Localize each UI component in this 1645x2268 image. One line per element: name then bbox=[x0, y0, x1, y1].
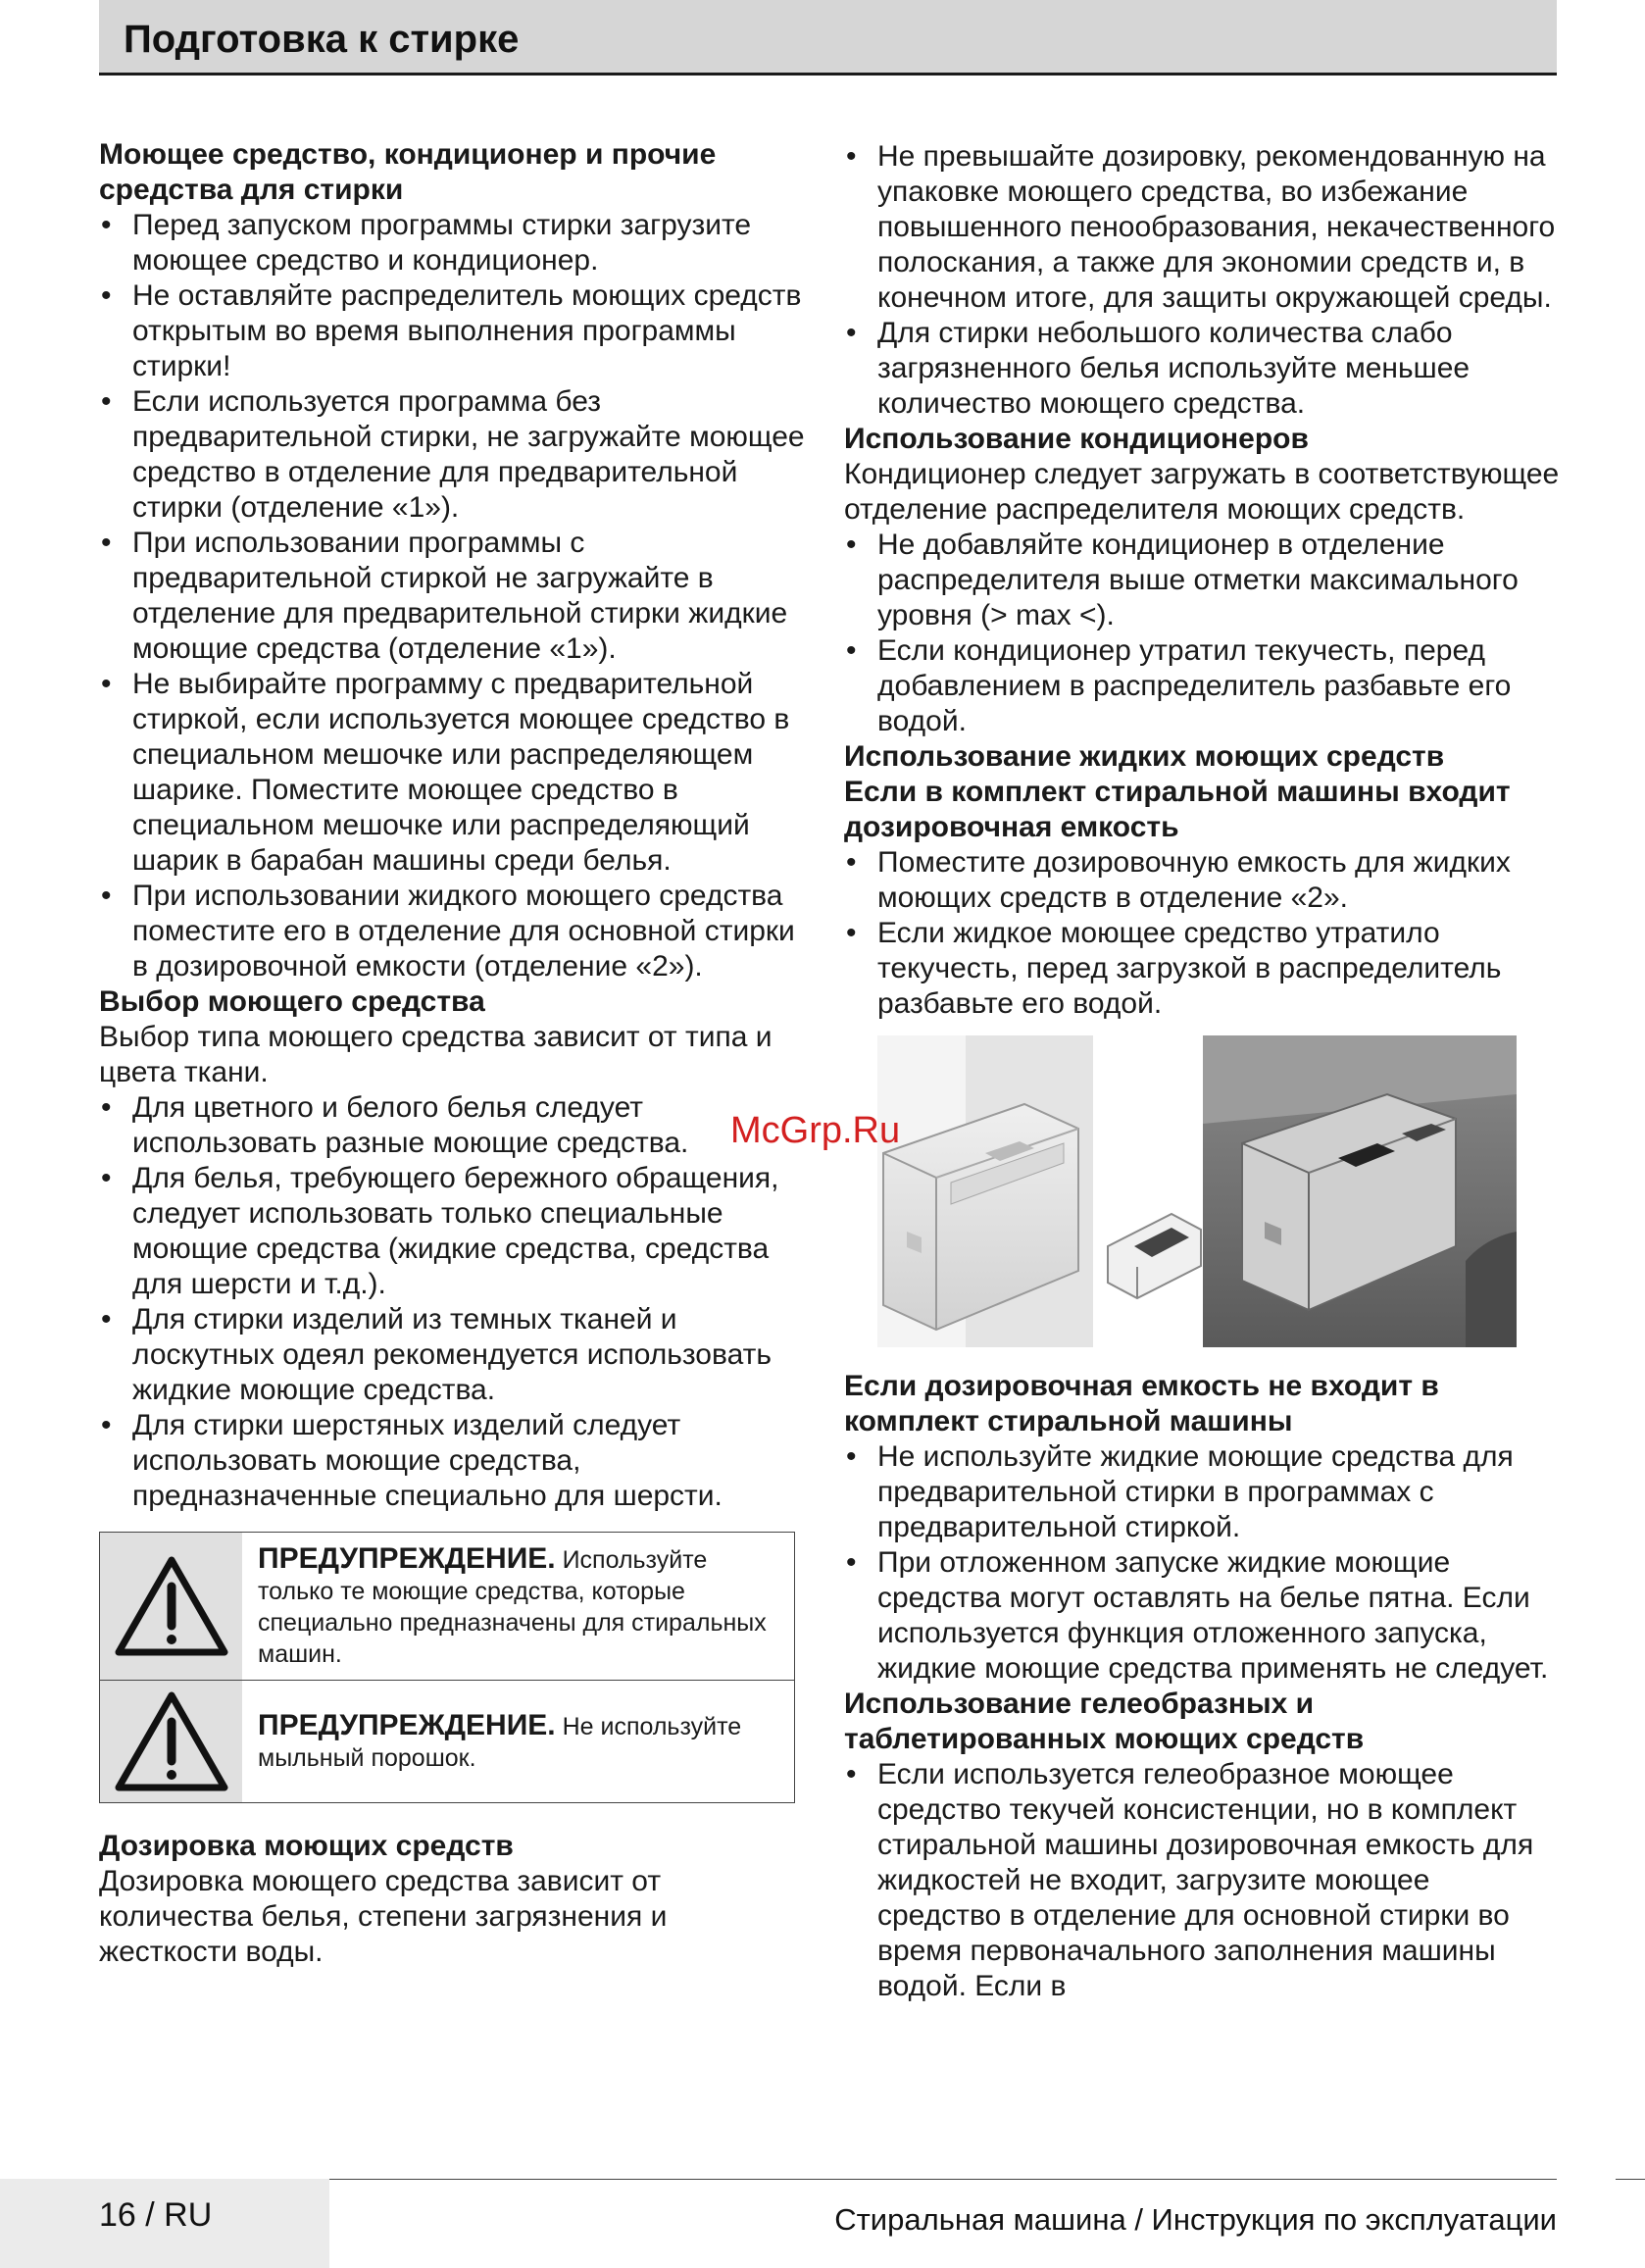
section-title-liquid: Использование жидких моющих средств bbox=[844, 740, 1445, 773]
section-title-conditioners: Использование кондиционеров bbox=[844, 423, 1309, 455]
warning-triangle-icon bbox=[114, 1690, 229, 1792]
warning-label: ПРЕДУПРЕЖДЕНИЕ. bbox=[258, 1541, 556, 1575]
dispenser-drawer-illustration bbox=[877, 1035, 1517, 1347]
no-cup-list bbox=[844, 1439, 1560, 1687]
list-item: • Перед запуском программы стирки загрузите моющее средство и кондиционер. bbox=[99, 208, 805, 278]
list-item: • Для стирки изделий из темных тканей и лоскутных одеял рекомендуется использовать жидкие моющие средства. bbox=[99, 1302, 805, 1408]
warning-row-1 bbox=[100, 1533, 794, 1680]
warning-text-1 bbox=[242, 1534, 794, 1680]
section-text-choice: Выбор типа моющего средства зависит от типа и цвета ткани. bbox=[99, 1021, 773, 1088]
list-item: • Для цветного и белого белья следует использовать разные моющие средства. bbox=[99, 1090, 805, 1161]
left-column bbox=[99, 137, 805, 1970]
document-title: Стиральная машина / Инструкция по эксплуатации bbox=[834, 2202, 1557, 2237]
list-item: • Для стирки небольшого количества слабо загрязненного белья используйте меньшее количество моющего средства. bbox=[844, 316, 1560, 422]
list-item: • При использовании жидкого моющего средства поместите его в отделение для основной стирки в дозировочной емкости (отделение «2»). bbox=[99, 879, 805, 984]
dosage-list bbox=[844, 139, 1560, 422]
warning-icon-cell bbox=[100, 1533, 242, 1680]
conditioner-list bbox=[844, 528, 1560, 739]
section-title-gel: Использование гелеобразных и таблетированных моющих средств bbox=[844, 1688, 1365, 1755]
gel-list bbox=[844, 1757, 1560, 2004]
liquid-list bbox=[844, 845, 1560, 1022]
list-item: • Не используйте жидкие моющие средства для предварительной стирки в программах с предварительной стиркой. bbox=[844, 1439, 1560, 1545]
warning-triangle-icon bbox=[114, 1555, 229, 1657]
section-title-detergents: Моющее средство, кондиционер и прочие средства для стирки bbox=[99, 138, 717, 206]
list-item: • При использовании программы с предварительной стиркой не загружайте в отделение для предварительной стирки жидкие моющие средства (отделение «1»). bbox=[99, 526, 805, 667]
right-column bbox=[844, 139, 1560, 2004]
dispenser-drawer-image bbox=[877, 1035, 1517, 1347]
list-item: • Если кондиционер утратил текучесть, перед добавлением в распределитель разбавьте его водой. bbox=[844, 633, 1560, 739]
list-item: • Для белья, требующего бережного обращения, следует использовать только специальные моющие средства (жидкие средства, средства для шерсти и т.д.). bbox=[99, 1161, 805, 1302]
section-text-dosage: Дозировка моющего средства зависит от количества белья, степени загрязнения и жесткости воды. bbox=[99, 1865, 668, 1968]
warning-message: Не используйте мыльный порошок. bbox=[258, 1712, 742, 1772]
list-item: • При отложенном запуске жидкие моющие средства могут оставлять на белье пятна. Если используется функция отложенного запуска, жидкие моющие средства применять не следует. bbox=[844, 1545, 1560, 1687]
list-item: • Если жидкое моющее средство утратило текучесть, перед загрузкой в распределитель разбавьте его водой. bbox=[844, 916, 1560, 1022]
page-title: Подготовка к стирке bbox=[124, 18, 520, 61]
choice-list bbox=[99, 1090, 805, 1514]
warning-row-2 bbox=[100, 1680, 794, 1802]
warning-box bbox=[99, 1532, 795, 1803]
section-title-no-cup: Если дозировочная емкость не входит в комплект стиральной машины bbox=[844, 1370, 1439, 1437]
page-header bbox=[99, 0, 1557, 76]
warning-text-2 bbox=[242, 1700, 794, 1784]
list-item: • Не превышайте дозировку, рекомендованную на упаковке моющего средства, во избежание повышенного пенообразования, некачественного полоскания, а также для экономии средств и, в конечном итоге, для защиты окружающей среды. bbox=[844, 139, 1560, 316]
list-item: • Не оставляйте распределитель моющих средств открытым во время выполнения программы стирки! bbox=[99, 278, 805, 384]
watermark: McGrp.Ru bbox=[730, 1110, 901, 1151]
warning-label: ПРЕДУПРЕЖДЕНИЕ. bbox=[258, 1708, 556, 1741]
page-number: 16 / RU bbox=[99, 2196, 213, 2234]
list-item: • Не добавляйте кондиционер в отделение распределителя выше отметки максимального уровня (> max <). bbox=[844, 528, 1560, 633]
footer-divider bbox=[329, 2179, 1557, 2180]
detergent-list bbox=[99, 208, 805, 984]
warning-message: Используйте только те моющие средства, которые специально предназначены для стиральных машин. bbox=[258, 1545, 767, 1668]
footer-side-mark bbox=[1616, 2179, 1645, 2180]
list-item: • Если используется гелеобразное моющее средство текучей консистенции, но в комплект стиральной машины дозировочная емкость для жидкостей не входит, загрузите моющее средство в отделение для основной стирки во время первоначального заполнения машины водой. Если в bbox=[844, 1757, 1560, 2004]
section-text-conditioners: Кондиционер следует загружать в соответствующее отделение распределителя моющих средств. bbox=[844, 458, 1560, 526]
section-subtitle-liquid: Если в комплект стиральной машины входит дозировочная емкость bbox=[844, 776, 1511, 843]
section-title-dosage: Дозировка моющих средств bbox=[99, 1830, 514, 1862]
section-title-choice: Выбор моющего средства bbox=[99, 985, 485, 1018]
list-item: • Если используется программа без предварительной стирки, не загружайте моющее средство в отделение для предварительной стирки (отделение «1»). bbox=[99, 384, 805, 526]
warning-icon-cell bbox=[100, 1681, 242, 1802]
list-item: • Не выбирайте программу с предварительной стиркой, если используется моющее средство в специальном мешочке или распределяющем шарике. Поместите моющее средство в специальном мешочке или распределяющий шарик в барабан машины среди белья. bbox=[99, 667, 805, 879]
list-item: • Для стирки шерстяных изделий следует использовать моющие средства, предназначенные специально для шерсти. bbox=[99, 1408, 805, 1514]
list-item: • Поместите дозировочную емкость для жидких моющих средств в отделение «2». bbox=[844, 845, 1560, 916]
